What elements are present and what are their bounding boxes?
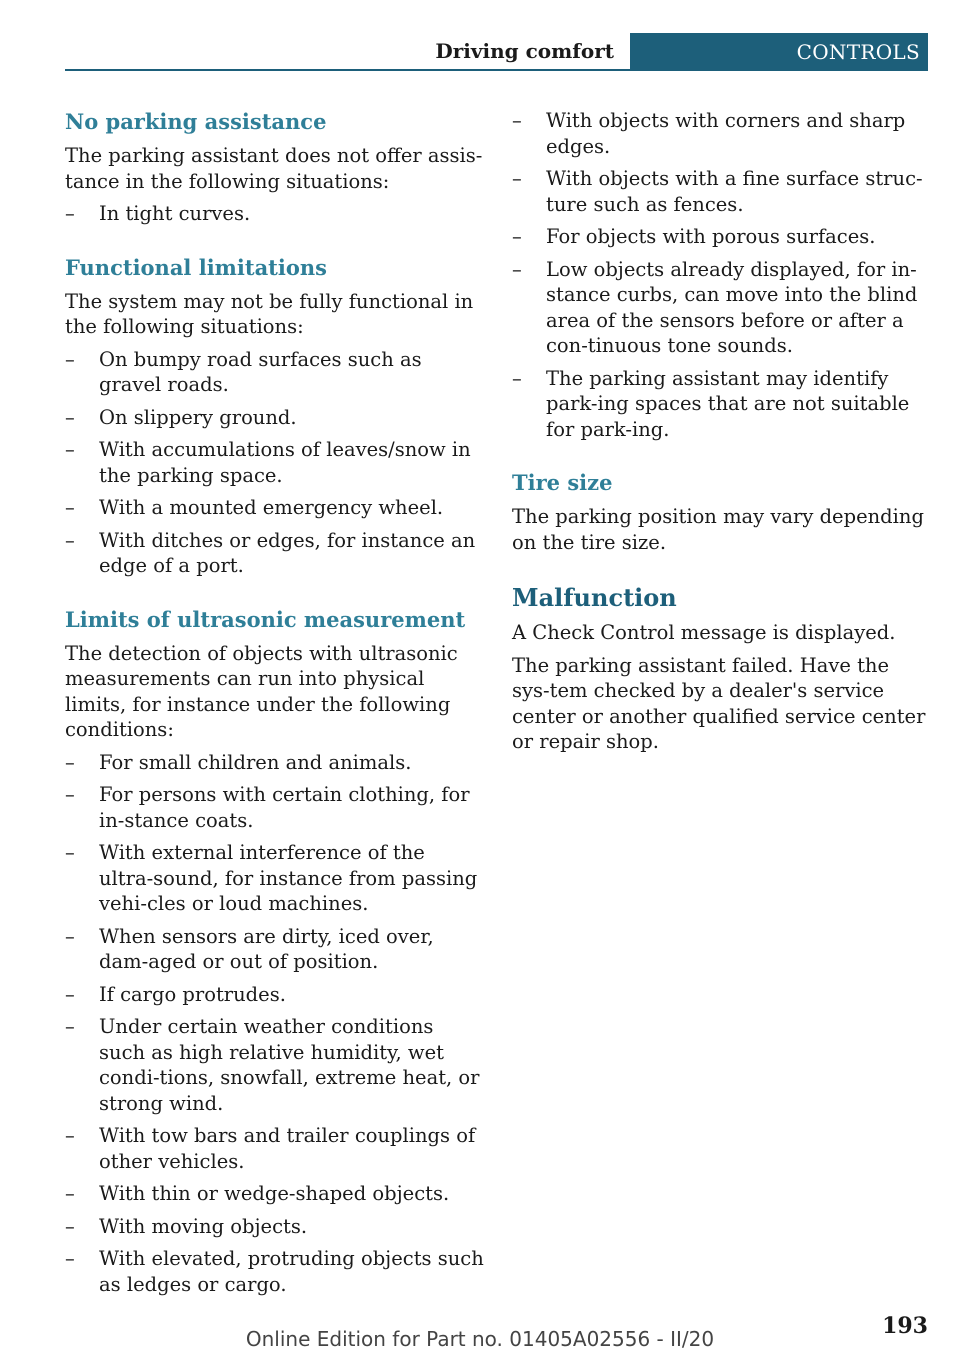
paragraph: The detection of objects with ultrasonic measurements can run into physical limits, for instance under the following conditions:: [65, 641, 458, 741]
bullet-dash: –: [65, 1015, 75, 1038]
list-item: [512, 366, 928, 443]
list-item-text: For objects with porous surfaces.: [546, 225, 876, 248]
list-item: [65, 1246, 485, 1297]
list-item: [65, 405, 485, 431]
list-item-text: When sensors are dirty, iced over, dam-aged or out of position.: [99, 924, 434, 973]
bullet-dash: –: [65, 347, 75, 371]
bullet-dash: –: [65, 496, 75, 519]
paragraph: The parking assistant does not offer assis-tance in the following situations:: [65, 144, 483, 193]
list-item-text: With accumulations of leaves/snow in the parking space.: [99, 438, 471, 487]
list-item-text: With external interference of the ultra-sound, for instance from passing vehi-cles or loud machines.: [99, 841, 478, 915]
list-item: [65, 495, 485, 521]
list-item-text: Low objects already displayed, for in-stance curbs, can move into the blind area of the sensors before or after a con-tinuous tone sounds.: [546, 257, 918, 357]
bullet-dash: –: [512, 366, 522, 390]
page-header: [65, 33, 928, 71]
list-item-text: With elevated, protruding objects such as ledges or cargo.: [99, 1247, 484, 1296]
left-column: [65, 108, 485, 1304]
list-item-text: With ditches or edges, for instance an edge of a port.: [99, 528, 476, 577]
heading-no-parking-assistance: No parking assistance: [65, 109, 327, 134]
bullet-dash: –: [65, 783, 75, 806]
bullet-dash: –: [65, 750, 75, 774]
list-item-text: Under certain weather conditions such as high relative humidity, wet condi-tions, snowfall, extreme heat, or strong wind.: [99, 1015, 480, 1115]
bullet-dash: –: [512, 257, 522, 281]
list-item-text: On bumpy road surfaces such as gravel roads.: [99, 347, 422, 396]
header-chapter-tab: CONTROLS: [630, 33, 928, 71]
bullet-dash: –: [512, 167, 522, 190]
bullet-list: [65, 750, 485, 1298]
paragraph: The parking assistant failed. Have the sys-tem checked by a dealer's service center or another qualified service center or repair shop.: [512, 653, 926, 753]
list-item: [65, 1214, 485, 1240]
heading-functional-limitations: Functional limitations: [65, 254, 327, 280]
list-item: [65, 528, 485, 579]
bullet-dash: –: [65, 528, 75, 552]
bullet-dash: –: [65, 841, 75, 864]
list-item-text: In tight curves.: [99, 202, 251, 225]
bullet-dash: –: [65, 1124, 75, 1147]
list-item: [512, 224, 928, 250]
paragraph: The parking position may vary depending on the tire size.: [512, 505, 924, 554]
bullet-dash: –: [65, 405, 75, 429]
bullet-dash: –: [65, 1214, 75, 1238]
bullet-dash: –: [65, 1247, 75, 1270]
list-item: [65, 982, 485, 1008]
list-item: [65, 347, 485, 398]
bullet-dash: –: [512, 225, 522, 248]
page-number: 193: [882, 1313, 928, 1339]
list-item: [65, 201, 485, 227]
list-item-text: The parking assistant may identify park-ing spaces that are not suitable for park-ing.: [546, 366, 910, 441]
list-item: [65, 750, 485, 776]
paragraph: A Check Control message is displayed.: [512, 621, 896, 644]
list-item-text: With objects with corners and sharp edges.: [546, 109, 906, 158]
bullet-dash: –: [512, 109, 522, 132]
list-item: [65, 840, 485, 917]
bullet-dash: –: [65, 438, 75, 461]
list-item-text: If cargo protrudes.: [99, 982, 286, 1006]
list-item-text: For persons with certain clothing, for in-stance coats.: [99, 783, 470, 832]
bullet-dash: –: [65, 1182, 75, 1205]
paragraph: The system may not be fully functional in the following situations:: [65, 289, 474, 338]
list-item: [65, 1123, 485, 1174]
heading-tire-size: Tire size: [512, 470, 613, 495]
bullet-list: [512, 108, 928, 442]
list-item-text: For small children and animals.: [99, 750, 412, 774]
list-item-text: With a mounted emergency wheel.: [99, 496, 444, 519]
header-section-title: Driving comfort: [435, 39, 614, 63]
list-item: [512, 257, 928, 359]
list-item: [512, 166, 928, 217]
footer-edition-note: Online Edition for Part no. 01405A02556 - II/20: [245, 1327, 715, 1351]
list-item: [65, 782, 485, 833]
list-item-text: With tow bars and trailer couplings of other vehicles.: [99, 1124, 476, 1173]
list-item-text: With moving objects.: [99, 1214, 308, 1238]
list-item: [65, 1181, 485, 1207]
bullet-list: [65, 347, 485, 579]
list-item: [65, 1014, 485, 1116]
list-item: [65, 924, 485, 975]
header-rule: [65, 69, 928, 71]
list-item-text: With objects with a fine surface struc-ture such as fences.: [546, 167, 923, 216]
list-item: [65, 437, 485, 488]
bullet-dash: –: [65, 982, 75, 1006]
bullet-dash: –: [65, 924, 75, 948]
list-item-text: On slippery ground.: [99, 405, 297, 429]
heading-malfunction: Malfunction: [512, 583, 677, 612]
bullet-dash: –: [65, 202, 75, 225]
list-item: [512, 108, 928, 159]
heading-ultrasonic-limits: Limits of ultrasonic measurement: [65, 606, 466, 632]
bullet-list: [65, 201, 485, 227]
list-item-text: With thin or wedge-shaped objects.: [99, 1182, 450, 1205]
right-column: [512, 108, 928, 762]
